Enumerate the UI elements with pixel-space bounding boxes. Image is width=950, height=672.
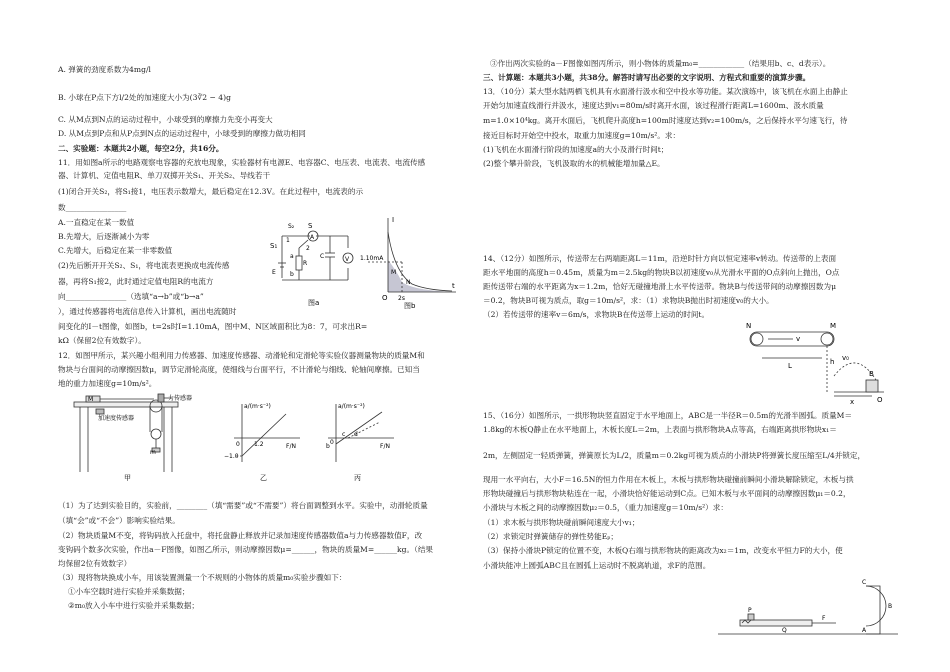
q11-choice: A.一直稳定在某一数值 [58, 218, 135, 227]
q14-line: 距传送带右端的水平距离为x＝1.2m，恰好无碰撞地滑上水平传送带。物块B与传送带间的动摩擦因数为μ [483, 282, 837, 291]
q12-line: 变钩码个数多次实验，作出a－F图像，如图乙所示，则动摩擦因数μ=______，物块的质量M=______kg。（结果 [58, 545, 434, 554]
q15-line: 1.8kg的木板Q静止在水平地面上，木板长度L＝2m，上表面与拱形物块A点等高，右端距离拱形物块x₁＝ [483, 425, 837, 434]
mass-m-label: m [150, 449, 156, 456]
point-b-label: b [290, 271, 294, 278]
q12-step: ②m₀放入小车中进行实验并采集数据； [68, 601, 199, 610]
q15-line: 现用一水平向右，大小F＝16.5N的恒力作用在木板上，木板与拱形物块碰撞前瞬间小滑块解除锁定，木板与拱 [483, 475, 854, 484]
q13-line: 13．（10分）某大型水陆两栖飞机具有水面滑行汲水和空中投水等功能。某次演练中，该飞机在水面上由静止 [483, 87, 848, 96]
q12-line: （3）现将物块换成小车，用该装置测量一个不规则的小物体的质量m₀实验步骤如下： [58, 573, 347, 582]
force-sensor-label: 力传感器 [168, 395, 193, 402]
q15-line: 2m，左侧固定一轻质弹簧，弹簧原长为L/2，质量m＝0.2kg可视为质点的小滑块P将弹簧长度压缩至L/4并锁定， [483, 451, 866, 460]
region-m-label: M [391, 269, 397, 276]
option-c: C. 从M点到N点的运动过程中，小球受到的摩擦力先变小再变大 [58, 115, 273, 124]
block-b-label: B [869, 370, 874, 378]
switch-s2-label: S₂ [288, 223, 295, 230]
length-label: L [788, 362, 792, 370]
q13-line: 开始匀加速直线滑行并汲水，速度达到v₁=80m/s时离开水面，该过程滑行距离L=1600m、汲水质量 [483, 101, 824, 110]
bing-c-label: c [342, 431, 346, 438]
origin-label: O [382, 294, 388, 302]
yi-y-label: a/(m·s⁻²) [244, 403, 271, 410]
board-q-label: Q [782, 627, 787, 634]
yi-tick-x: 1.2 [254, 441, 264, 448]
q11-choice: B.先增大，后逐渐减小为零 [58, 232, 150, 241]
apparatus-fig-jia [68, 392, 218, 484]
q11-line: ），通过传感器将电流信息传入计算机，画出电流随时 [58, 307, 237, 316]
t-axis-label: t [452, 282, 455, 290]
switch-s1-label: S₁ [270, 242, 278, 250]
option-b: B. 小球在P点下方l/2处的加速度大小为(3∛2 − 4)g [58, 93, 231, 102]
q15-line: （3）保持小滑块P锁定的位置不变，木板Q右端与拱形物块的距离改为x₂＝1m，改变水平恒力F的大小，使 [483, 546, 843, 555]
q13-line: 接近目标时开始空中投水，取重力加速度g=10m/s²。求： [483, 131, 681, 140]
q11-answer-blank: 数________________ [58, 203, 127, 212]
terminal-2-label: 2 [306, 245, 310, 252]
q14-line: （2）若传送带的速率v＝6m/s，求物块B在传送带上运动的时间t。 [483, 310, 710, 319]
q13-line: m=1.0×10⁴kg。离开水面后，飞机爬升高度h=100m时速度达到v₂=100m/s，之后保持水平匀速飞行，待 [483, 116, 848, 125]
option-a: A. 弹簧的劲度系数为4mg/l [58, 65, 151, 74]
q12-line: （填“会”或“不会”）影响实验结果。 [58, 516, 180, 525]
q15-line: 形物块碰撞后与拱形物块粘连在一起，小滑块恰好能运动到C点。已知木板与水平面间的动摩擦因数μ₁＝0.2， [483, 489, 851, 498]
point-n-label: N [746, 322, 752, 330]
arc-c-label: C [862, 579, 867, 586]
initial-velocity-label: v₀ [842, 354, 849, 362]
arch-diagram-q15 [712, 572, 902, 664]
distance-x-label: x [850, 398, 855, 406]
yi-origin: 0 [236, 441, 240, 448]
bing-d-label: d [354, 431, 358, 438]
block-m-label: M [88, 396, 94, 403]
q12-line: （1）为了达到实验目的，实验前，________（填“需要”或“不需要”）将台面调整到水平。实验中，动滑轮质量 [58, 501, 428, 510]
voltmeter-label: V [345, 256, 350, 263]
arc-a-label: A [862, 627, 867, 634]
conveyor-diagram-q14 [738, 318, 888, 406]
q14-line: 14、（12分）如图所示，传送带左右两端距离L＝11m，沿逆时针方向以恒定速率v转动。传送带的上表面 [483, 254, 837, 263]
time-2s-label: 2s [398, 295, 405, 302]
fig-yi-caption: 乙 [260, 474, 267, 482]
switch-s-label: S [308, 222, 313, 230]
resistor-label: R [303, 260, 308, 267]
q12-line: 均保留2位有效数字） [58, 559, 132, 568]
bing-x-label: F/N [380, 443, 390, 450]
q11-line: 器，再将S₁接2，此时通过定值电阻R的电流方 [58, 277, 214, 286]
bing-origin: 0 [330, 439, 334, 446]
acc-sensor-label: 加速度传感器 [98, 415, 135, 422]
bing-b-label: b [326, 443, 330, 450]
q12-line: 12．如图甲所示，某兴趣小组利用力传感器、加速度传感器、动滑轮和定滑轮等实验仪器测量物块的质量M和 [58, 351, 425, 360]
point-a-label: a [290, 253, 294, 260]
belt-speed-label: v [796, 335, 801, 343]
fig-bing-caption: 丙 [354, 474, 361, 482]
q12-line: 地的重力加速度g=10m/s²。 [58, 379, 157, 388]
current-value-label: 1.10mA [360, 255, 384, 262]
q12-line: （2）物块质量M不变，将钩码放入托盘中，将托盘静止释放并记录加速度传感器数值a与力传感器数值F，改 [58, 531, 423, 540]
circuit-diagram-fig-a [268, 218, 358, 310]
section-2-heading: 二、实验题：本题共2小题，每空2分，共16分。 [58, 144, 224, 153]
q15-line: （2）求锁定时弹簧储存的弹性势能Eₚ； [483, 532, 618, 541]
fig-a-caption: 图a [308, 299, 320, 307]
ammeter-label: A [310, 234, 315, 241]
capacitor-label: C [320, 253, 325, 260]
q15-line: 15、（16分）如图所示，一拱形物块竖直固定于水平地面上，ABC是一半径R＝0.5m的光滑半圆弧。质量M＝ [483, 411, 853, 420]
i-axis-label: I [392, 216, 395, 224]
q13-line: (2)整个攀升阶段，飞机汲取的水的机械能增加量△E。 [483, 159, 665, 168]
q14-line: 距水平地面的高度h＝0.45m，质量为m＝2.5kg的物块B以初速度v₀从光滑水平面的O点斜向上抛出，O点 [483, 268, 840, 277]
shaded-area [388, 260, 452, 292]
fig-b-caption: 图b [404, 302, 416, 310]
yi-x-label: F/N [286, 443, 296, 450]
source-label: E [272, 269, 276, 276]
bing-y-label: a/(m·s⁻²) [338, 403, 365, 410]
q11-line: 11．用如图a所示的电路观察电容器的充放电现象，实验器材有电源E、电容器C、电压表、电流表、电流传感 [58, 158, 426, 167]
q11-line: (2)先后断开开关S₂、S₁，将电流表更换成电流传感 [58, 261, 230, 270]
q15-line: （1）求木板与拱形物块碰前瞬间速度大小v₁； [483, 518, 640, 527]
q12-line: ③作出两次实验的a－F图像如图丙所示，则小物体的质量m₀=____________（结果用b、c、d表示）。 [490, 59, 831, 68]
slider-p-label: P [748, 607, 752, 614]
fig-jia-caption: 甲 [124, 474, 131, 482]
point-m-label: M [830, 322, 837, 330]
q12-step: ①小车空载时进行实验并采集数据； [68, 587, 190, 596]
i-t-graph-fig-b [360, 212, 460, 310]
q11-line: 间变化的I－t图像，如图b，t=2s时I=1.10mA，图中M、N区域面积比为8：7，可求出R= [58, 322, 368, 331]
graph-fig-yi [224, 396, 304, 484]
q12-line: 物块与台面间的动摩擦因数μ，调节定滑轮高度，使细线与台面平行，不计滑轮与细线、轮轴间摩擦。已知当 [58, 365, 420, 374]
q11-line: kΩ（保留2位有效数字）。 [58, 336, 146, 345]
q11-choice: C.先增大，后稳定在某一非零数值 [58, 246, 173, 255]
graph-fig-bing [318, 396, 398, 484]
arc-b-label: B [888, 603, 893, 610]
q11-line: (1)闭合开关S₂，将S₁接1，电压表示数增大，最后稳定在12.3V。在此过程中，电流表的示 [58, 187, 364, 196]
point-o-label: O [877, 396, 883, 404]
q13-line: (1)飞机在水面滑行阶段的加速度a的大小及滑行时间t； [483, 145, 669, 154]
q11-line: 器、计算机、定值电阻R、单刀双掷开关S₁、开关S₂、导线若干 [58, 171, 271, 180]
force-f-label: F [822, 615, 826, 622]
q15-line: 小滑块与木板之间的动摩擦因数μ₂＝0.5，（重力加速度g＝10m/s²）求： [483, 503, 728, 512]
region-n-label: N [406, 279, 411, 286]
q14-line: ＝0.2，物块B可视为质点，取g＝10m/s²，求：（1）求物块B抛出时初速度v₀的大小。 [483, 296, 774, 305]
q15-line: 小滑块能冲上圆弧ABC且在圆弧上运动时不脱离轨道，求F的范围。 [483, 561, 711, 570]
resistor-icon [296, 256, 302, 270]
option-d: D. 从M点到P点和从P点到N点的运动过程中，小球受到的摩擦力做功相同 [58, 129, 306, 138]
terminal-1-label: 1 [286, 237, 290, 244]
q11-line: 向________________（选填“a→b”或“b→a” [58, 292, 204, 301]
yi-tick-neg: −1.0 [224, 453, 239, 460]
section-3-heading: 三、计算题：本题共3小题，共38分。解答时请写出必要的文字说明、方程式和重要的演算步骤。 [483, 73, 811, 82]
height-label: h [830, 358, 835, 366]
